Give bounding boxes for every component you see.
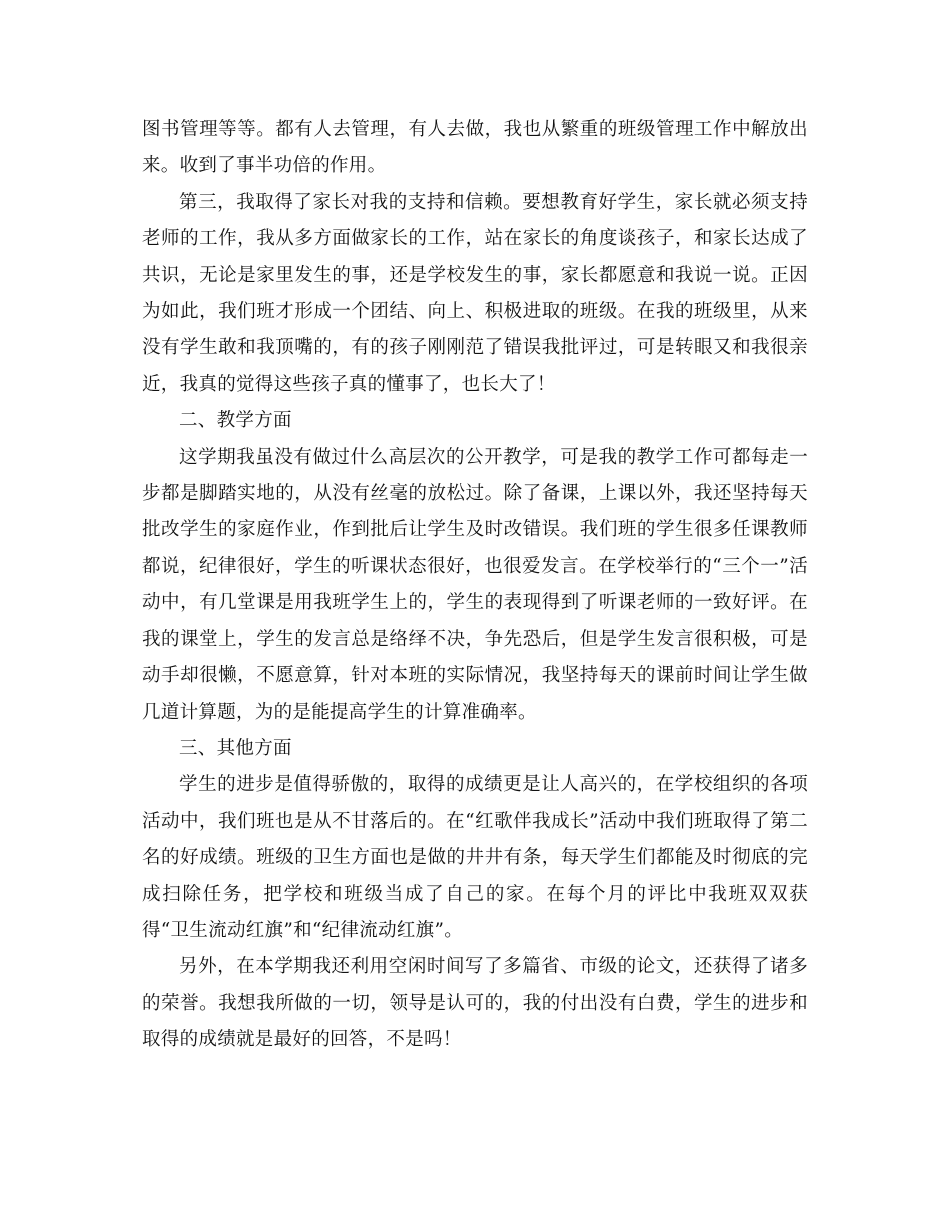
section-heading-teaching: 二、教学方面 bbox=[179, 410, 292, 432]
paragraph-1: 图书管理等等。都有人去管理，有人去做，我也从繁重的班级管理工作中解放出来。收到了事半功倍的作用。 bbox=[142, 119, 808, 177]
paragraph-5: 另外，在本学期我还利用空闲时间写了多篇省、市级的论文，还获得了诸多的荣誉。我想我所做的一切，领导是认可的，我的付出没有白费，学生的进步和取得的成绩就是最好的回答，不是吗！ bbox=[142, 956, 808, 1051]
paragraph-2: 第三，我取得了家长对我的支持和信赖。要想教育好学生，家长就必须支持老师的工作，我从多方面做家长的工作，站在家长的角度谈孩子，和家长达成了共识，无论是家里发生的事，还是学校发生的事，家长都愿意和我说一说。正因为如此，我们班才形成一个团结、向上、积极进取的班级。在我的班级里，从来没有学生敢和我顶嘴的，有的孩子刚刚范了错误我批评过，可是转眼又和我很亲近，我真的觉得这些孩子真的懂事了，也长大了！ bbox=[142, 191, 808, 395]
section-heading-other: 三、其他方面 bbox=[179, 737, 292, 759]
paragraph-3: 这学期我虽没有做过什么高层次的公开教学，可是我的教学工作可都每走一步都是脚踏实地的，从没有丝毫的放松过。除了备课，上课以外，我还坚持每天批改学生的家庭作业，作到批后让学生及时改错误。我们班的学生很多任课教师都说，纪律很好，学生的听课状态很好，也很爱发言。在学校举行的“三个一”活动中，有几堂课是用我班学生上的，学生的表现得到了听课老师的一致好评。在我的课堂上，学生的发言总是络绎不决，争先恐后，但是学生发言很积极，可是动手却很懒，不愿意算，针对本班的实际情况，我坚持每天的课前时间让学生做几道计算题，为的是能提高学生的计算准确率。 bbox=[142, 446, 808, 723]
paragraph-4: 学生的进步是值得骄傲的，取得的成绩更是让人高兴的，在学校组织的各项活动中，我们班也是从不甘落后的。在“红歌伴我成长”活动中我们班取得了第二名的好成绩。班级的卫生方面也是做的井井有条，每天学生们都能及时彻底的完成扫除任务，把学校和班级当成了自己的家。在每个月的评比中我班双双获得“卫生流动红旗”和“纪律流动红旗”。 bbox=[142, 774, 808, 941]
document-body bbox=[142, 112, 808, 1059]
